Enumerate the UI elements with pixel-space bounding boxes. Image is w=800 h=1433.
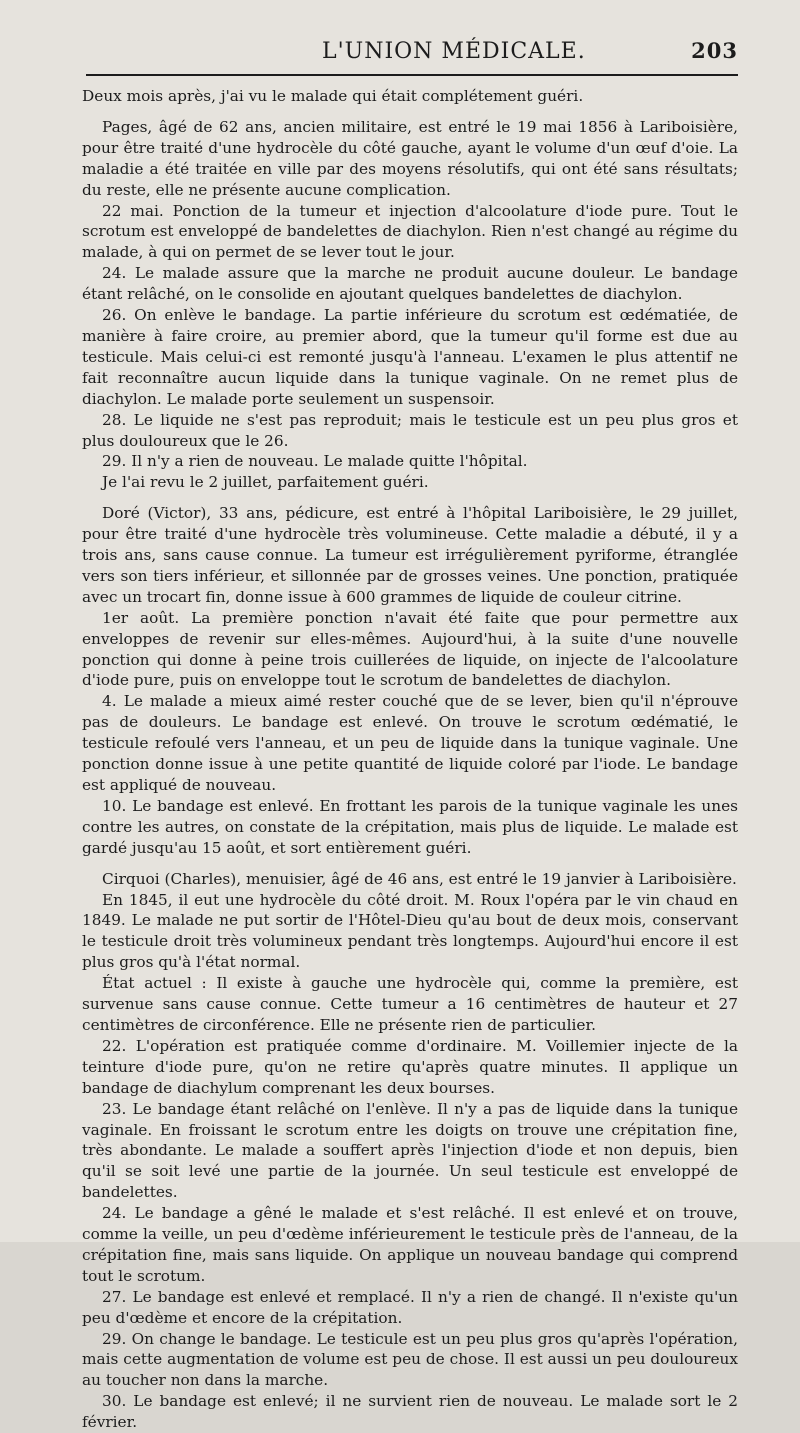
paragraph: Pages, âgé de 62 ans, ancien militaire, est entré le 19 mai 1856 à Lariboisière, pour être traité d'une hydrocèle du côté gauche, ayant le volume d'un œuf d'oie. La maladie a été traitée en ville par des moyens résolutifs, qui ont été sans résultats; du reste, elle ne présente aucune complication. (82, 117, 738, 199)
paragraph: 29. On change le bandage. Le testicule est un peu plus gros qu'après l'opération, mais cette augmentation de volume est peu de chose. Il est aussi un peu douloureux au toucher non dans la marche. (82, 1329, 738, 1390)
paragraph: 24. Le bandage a gêné le malade et s'est relâché. Il est enlevé et on trouve, comme la veille, un peu d'œdème inférieurement le testicule près de l'anneau, de la crépitation fine, mais sans liquide. On applique un nouveau bandage qui comprend tout le scrotum. (82, 1204, 738, 1285)
paragraph: 4. Le malade a mieux aimé rester couché que de se lever, bien qu'il n'éprouve pas de douleurs. Le bandage est enlevé. On trouve le scrotum œdématié, le testicule refoulé vers l'anneau, et un peu de liquide dans la tunique vaginale. Une ponction donne issue à une petite quantité de liquide coloré par l'iode. Le bandage est appliqué de nouveau. (82, 692, 738, 794)
paragraph: En 1845, il eut une hydrocèle du côté droit. M. Roux l'opéra par le vin chaud en 1849. Le malade ne put sortir de l'Hôtel-Dieu qu'au bout de deux mois, conservant le testicule droit très volumineux pendant très longtemps. Aujourd'hui encore il est plus gros qu'à l'état normal. (82, 890, 738, 972)
paragraph: 23. Le bandage étant relâché on l'enlève. Il n'y a pas de liquide dans la tunique vaginale. En froissant le scrotum entre les doigts on trouve une crépitation fine, très abondante. Le malade a souffert après l'injection d'iode et non depuis, bien qu'il se soit levé une partie de la journée. Un seul testicule est enveloppé de bandelettes. (82, 1099, 738, 1202)
page-number: 203 (691, 38, 738, 63)
paragraph: 29. Il n'y a rien de nouveau. Le malade quitte l'hôpital. (102, 452, 528, 471)
paragraph: 24. Le malade assure que la marche ne produit aucune douleur. Le bandage étant relâché, on le consolide en ajoutant quelques bandelettes de diachylon. (82, 264, 738, 304)
paragraph: État actuel : Il existe à gauche une hydrocèle qui, comme la première, est survenue sans cause connue. Cette tumeur a 16 centimètres de hauteur et 27 centimètres de circonférence. Elle ne présente rien de particulier. (82, 974, 738, 1034)
paragraph: 10. Le bandage est enlevé. En frottant les parois de la tunique vaginale les unes contre les autres, on constate de la crépitation, mais plus de liquide. Le malade est gardé jusqu'au 15 août, et sort entièrement guéri. (82, 796, 738, 857)
paragraph: 27. Le bandage est enlevé et remplacé. Il n'y a rien de changé. Il n'existe qu'un peu d'œdème et encore de la crépitation. (82, 1287, 738, 1327)
paragraph: 22 mai. Ponction de la tumeur et injection d'alcoolature d'iode pure. Tout le scrotum est enveloppé de bandelettes de diachylon. Rien n'est changé au régime du malade, à qui on permet de se lever tout le jour. (82, 201, 738, 262)
journal-title: L'UNION MÉDICALE. (322, 39, 586, 64)
paragraph: Je l'ai revu le 2 juillet, parfaitement guéri. (102, 473, 429, 492)
paragraph: 30. Le bandage est enlevé; il ne survient rien de nouveau. Le malade sort le 2 février. (82, 1392, 738, 1432)
paragraph: Doré (Victor), 33 ans, pédicure, est entré à l'hôpital Lariboisière, le 29 juillet, pour être traité d'une hydrocèle très volumineuse. Cette maladie a débuté, il y a trois ans, sans cause connue. La tumeur est irrégulièrement pyriforme, étranglée vers son tiers inférieur, et sillonnée par de grosses veines. Une ponction, pratiquée avec un trocart fin, donne issue à 600 grammes de liquide de couleur citrine. (82, 504, 738, 606)
paragraph: 26. On enlève le bandage. La partie inférieure du scrotum est œdématiée, de manière à faire croire, au premier abord, que la tumeur qu'il forme est due au testicule. Mais celui-ci est remonté jusqu'à l'anneau. L'examen le plus attentif ne fait reconnaître aucun liquide dans la tunique vaginale. On ne remet plus de diachylon. Le malade porte seulement un suspensoir. (82, 306, 738, 408)
paragraph: 22. L'opération est pratiquée comme d'ordinaire. M. Voillemier injecte de la teinture d'iode pure, qu'on ne retire qu'après quatre minutes. Il applique un bandage de diachylum comprenant les deux bourses. (82, 1036, 738, 1097)
paragraph: 1er août. La première ponction n'avait été faite que pour permettre aux enveloppes de revenir sur elles-mêmes. Aujourd'hui, à la suite d'une nouvelle ponction qui donne à peine trois cuillerées de liquide, on injecte de l'alcoolature d'iode pure, puis on enveloppe tout le scrotum de bandelettes de diachylon. (82, 608, 738, 690)
paragraph: Deux mois après, j'ai vu le malade qui était complétement guéri. (82, 87, 584, 105)
paragraph: 28. Le liquide ne s'est pas reproduit; mais le testicule est un peu plus gros et plus douloureux que le 26. (82, 410, 738, 450)
body-text (82, 86, 738, 1433)
header-rule (86, 74, 738, 76)
running-header (322, 38, 738, 68)
paragraph: Cirquoi (Charles), menuisier, âgé de 46 ans, est entré le 19 janvier à Lariboisière. (102, 869, 737, 888)
